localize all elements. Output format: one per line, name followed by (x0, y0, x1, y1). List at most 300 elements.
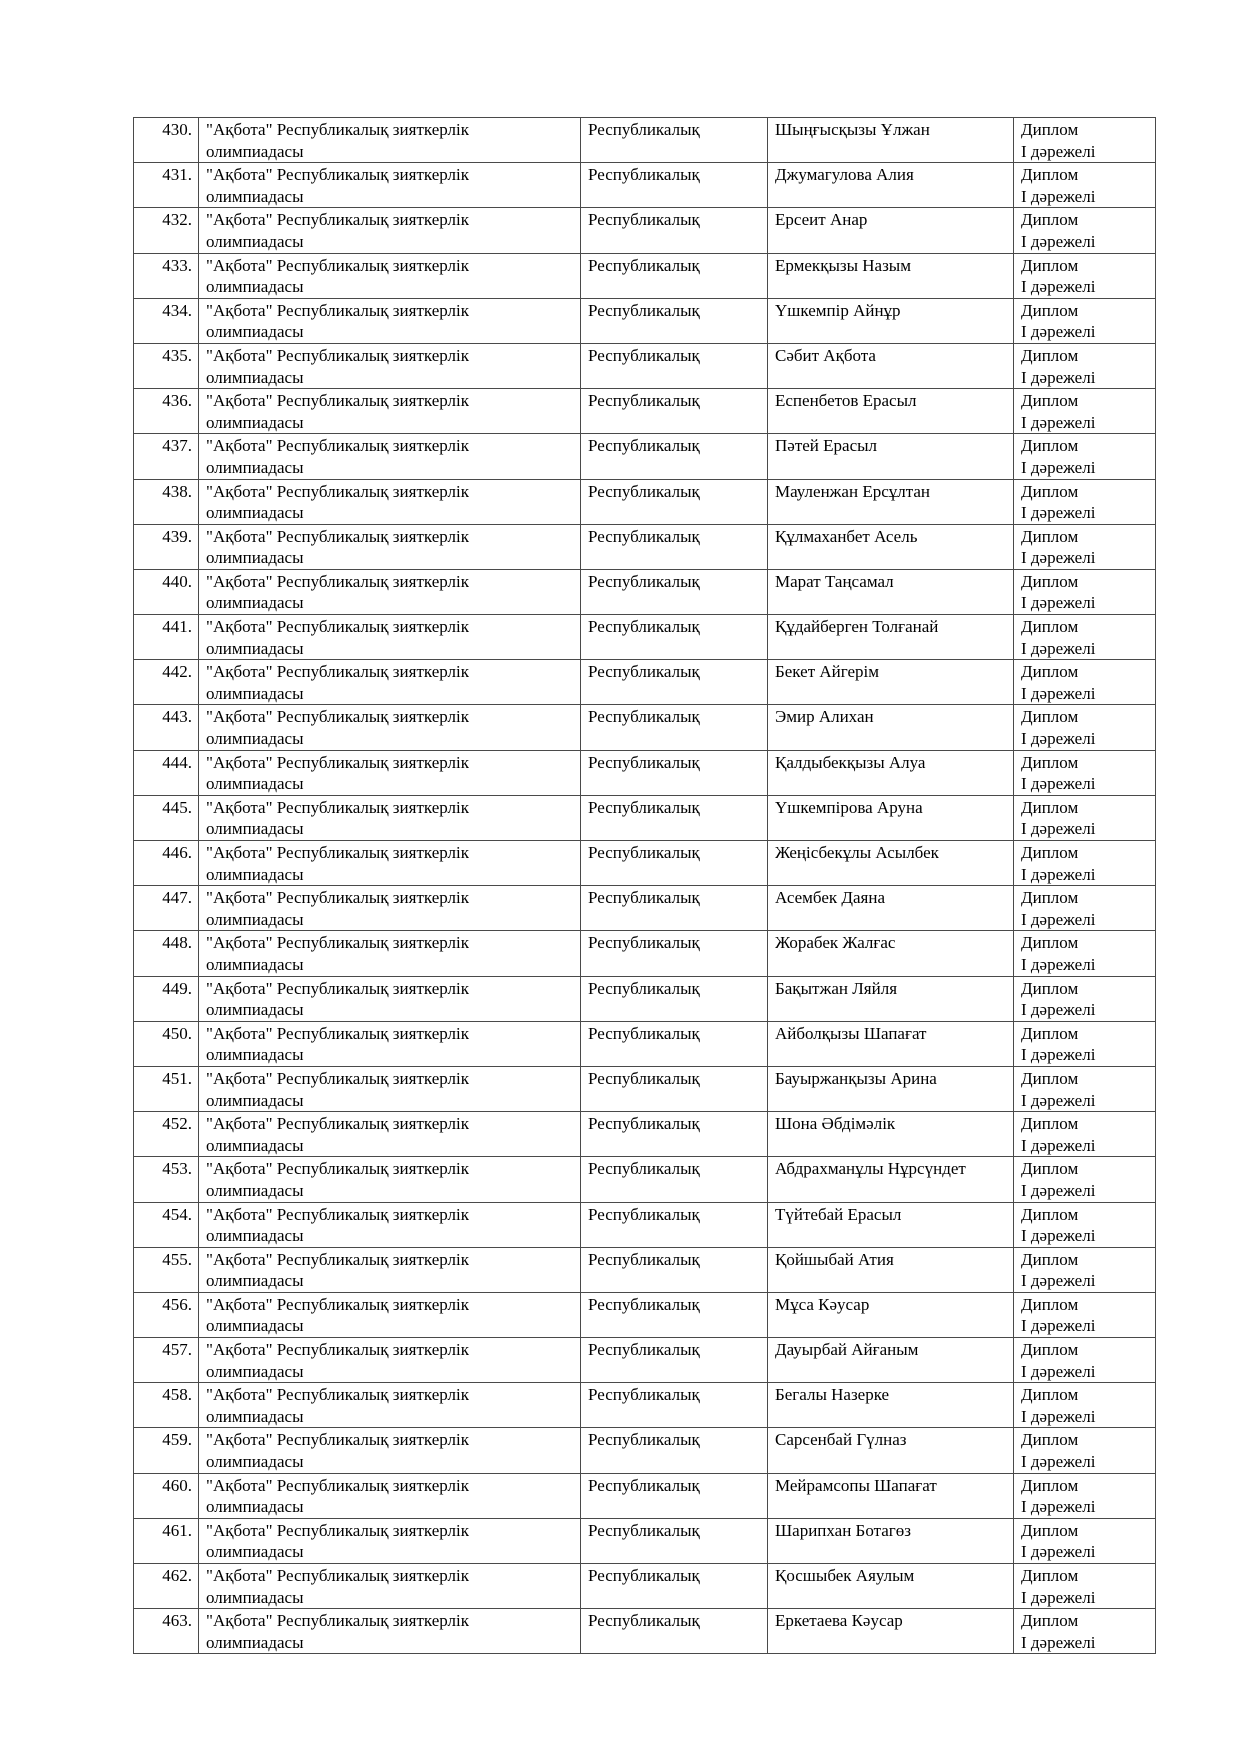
olympiad-name-line1: "Ақбота" Республикалық зияткерлік (206, 1566, 469, 1585)
award-cell (1014, 976, 1156, 1021)
level-cell (581, 1564, 768, 1609)
table-row (134, 298, 1156, 343)
row-number-cell (134, 298, 199, 343)
olympiad-name-cell (199, 886, 581, 931)
level-text: Республикалық (588, 933, 700, 953)
row-number-cell (134, 1157, 199, 1202)
row-number-cell (134, 118, 199, 163)
olympiad-name-line2: олимпиадасы (206, 231, 304, 251)
olympiad-name-cell (199, 750, 581, 795)
row-number: 448. (162, 933, 192, 953)
row-number: 458. (162, 1385, 192, 1405)
table-row (134, 389, 1156, 434)
participant-name-cell (768, 1066, 1014, 1111)
olympiad-name-line1: "Ақбота" Республикалық зияткерлік (206, 662, 469, 682)
row-number-cell (134, 1021, 199, 1066)
level-text: Республикалық (588, 978, 700, 998)
award-cell (1014, 1338, 1156, 1383)
award-line1: Диплом (1021, 255, 1079, 275)
olympiad-name-cell (199, 841, 581, 886)
row-number: 443. (162, 707, 192, 727)
row-number: 453. (162, 1159, 192, 1179)
award-line2: І дәрежелі (1021, 1271, 1096, 1291)
level-text: Республикалық (588, 888, 700, 908)
level-cell (581, 976, 768, 1021)
participant-name-cell (768, 976, 1014, 1021)
participant-name-cell (768, 1292, 1014, 1337)
award-line1: Диплом (1021, 797, 1079, 817)
olympiad-name-line1: "Ақбота" Республикалық зияткерлік (206, 255, 469, 275)
olympiad-name-line2: олимпиадасы (206, 774, 304, 794)
award-line2: І дәрежелі (1021, 1542, 1096, 1562)
olympiad-name-cell (199, 253, 581, 298)
olympiad-name-line2: олимпиадасы (206, 1090, 304, 1110)
table-row (134, 1157, 1156, 1202)
olympiad-name-cell (199, 795, 581, 840)
olympiad-name-cell (199, 1338, 581, 1383)
award-line1: Диплом (1021, 707, 1079, 727)
participant-name: Дауырбай Айғаным (775, 1340, 919, 1360)
level-cell (581, 1428, 768, 1473)
row-number-cell (134, 795, 199, 840)
level-text: Республикалық (588, 391, 700, 411)
participant-name: Құдайберген Толғанай (775, 617, 939, 637)
table-row (134, 524, 1156, 569)
olympiad-name-line1: "Ақбота" Республикалық зияткерлік (206, 1023, 469, 1043)
participant-name: Қосшыбек Аяулым (775, 1566, 915, 1585)
participant-name-cell (768, 524, 1014, 569)
participant-name: Бауыржанқызы Арина (775, 1068, 937, 1088)
row-number: 435. (162, 345, 192, 365)
level-text: Республикалық (588, 1204, 700, 1224)
row-number: 431. (162, 165, 192, 185)
award-cell (1014, 705, 1156, 750)
participant-name-cell (768, 298, 1014, 343)
participant-name-cell (768, 615, 1014, 660)
award-line2: І дәрежелі (1021, 1000, 1096, 1020)
participant-name: Бекет Айгерім (775, 662, 880, 682)
row-number-cell (134, 163, 199, 208)
participant-name: Асембек Даяна (775, 888, 885, 908)
level-text: Республикалық (588, 255, 700, 275)
row-number: 441. (162, 617, 192, 637)
olympiad-name-cell (199, 1428, 581, 1473)
level-text: Республикалық (588, 1520, 700, 1540)
olympiad-name-line1: "Ақбота" Республикалық зияткерлік (206, 120, 469, 139)
awards-table (133, 117, 1156, 1654)
award-cell (1014, 615, 1156, 660)
award-line1: Диплом (1021, 1159, 1079, 1179)
award-cell (1014, 524, 1156, 569)
olympiad-name-line1: "Ақбота" Республикалық зияткерлік (206, 210, 469, 230)
award-cell (1014, 1428, 1156, 1473)
award-line2: І дәрежелі (1021, 322, 1096, 342)
row-number-cell (134, 976, 199, 1021)
olympiad-name-line1: "Ақбота" Республикалық зияткерлік (206, 617, 469, 637)
level-cell (581, 931, 768, 976)
olympiad-name-cell (199, 479, 581, 524)
level-cell (581, 1066, 768, 1111)
olympiad-name-line1: "Ақбота" Республикалық зияткерлік (206, 1249, 469, 1269)
olympiad-name-cell (199, 434, 581, 479)
level-text: Республикалық (588, 1475, 700, 1495)
row-number-cell (134, 1292, 199, 1337)
level-text: Республикалық (588, 436, 700, 456)
participant-name: Пәтей Ерасыл (775, 436, 878, 456)
participant-name: Мұса Кәусар (775, 1294, 870, 1314)
participant-name: Қалдыбекқызы Алуа (775, 752, 926, 772)
row-number: 454. (162, 1204, 192, 1224)
row-number-cell (134, 569, 199, 614)
award-line2: І дәрежелі (1021, 457, 1096, 477)
table-row (134, 1338, 1156, 1383)
award-line1: Диплом (1021, 120, 1079, 139)
participant-name: Ерсеит Анар (775, 210, 868, 230)
award-cell (1014, 479, 1156, 524)
olympiad-name-line2: олимпиадасы (206, 186, 304, 206)
award-line2: І дәрежелі (1021, 954, 1096, 974)
row-number-cell (134, 1428, 199, 1473)
row-number-cell (134, 253, 199, 298)
participant-name: Құлмаханбет Асель (775, 526, 918, 546)
level-cell (581, 389, 768, 434)
awards-table-body (134, 118, 1156, 1654)
olympiad-name-line1: "Ақбота" Республикалық зияткерлік (206, 1068, 469, 1088)
level-cell (581, 208, 768, 253)
level-cell (581, 118, 768, 163)
olympiad-name-line1: "Ақбота" Республикалық зияткерлік (206, 843, 469, 862)
award-cell (1014, 253, 1156, 298)
level-text: Республикалық (588, 617, 700, 637)
level-text: Республикалық (588, 526, 700, 546)
participant-name: Жеңісбекұлы Асылбек (775, 843, 939, 862)
award-cell (1014, 208, 1156, 253)
award-line2: І дәрежелі (1021, 1452, 1096, 1472)
table-row (134, 841, 1156, 886)
table-row (134, 163, 1156, 208)
olympiad-name-line2: олимпиадасы (206, 864, 304, 884)
award-line1: Диплом (1021, 345, 1079, 365)
olympiad-name-cell (199, 118, 581, 163)
participant-name-cell (768, 931, 1014, 976)
olympiad-name-line2: олимпиадасы (206, 322, 304, 342)
row-number-cell (134, 1338, 199, 1383)
level-cell (581, 1383, 768, 1428)
participant-name: Айболқызы Шапағат (775, 1023, 927, 1043)
row-number-cell (134, 705, 199, 750)
award-line2: І дәрежелі (1021, 1135, 1096, 1155)
level-cell (581, 1609, 768, 1654)
olympiad-name-line1: "Ақбота" Республикалық зияткерлік (206, 391, 469, 411)
award-cell (1014, 389, 1156, 434)
row-number-cell (134, 1202, 199, 1247)
olympiad-name-cell (199, 1247, 581, 1292)
olympiad-name-line2: олимпиадасы (206, 548, 304, 568)
olympiad-name-cell (199, 163, 581, 208)
olympiad-name-line1: "Ақбота" Республикалық зияткерлік (206, 978, 469, 998)
olympiad-name-line1: "Ақбота" Республикалық зияткерлік (206, 752, 469, 772)
participant-name-cell (768, 660, 1014, 705)
olympiad-name-cell (199, 1564, 581, 1609)
level-cell (581, 1247, 768, 1292)
participant-name: Еркетаева Кәусар (775, 1611, 903, 1631)
olympiad-name-line1: "Ақбота" Республикалық зияткерлік (206, 1114, 469, 1134)
olympiad-name-line2: олимпиадасы (206, 1316, 304, 1336)
row-number: 445. (162, 797, 192, 817)
table-row (134, 434, 1156, 479)
olympiad-name-line1: "Ақбота" Республикалық зияткерлік (206, 797, 469, 817)
olympiad-name-cell (199, 1473, 581, 1518)
olympiad-name-cell (199, 1157, 581, 1202)
participant-name-cell (768, 1383, 1014, 1428)
award-line1: Диплом (1021, 1385, 1079, 1405)
award-line2: І дәрежелі (1021, 1180, 1096, 1200)
level-text: Республикалық (588, 662, 700, 682)
level-text: Республикалық (588, 1340, 700, 1360)
olympiad-name-cell (199, 1066, 581, 1111)
olympiad-name-line2: олимпиадасы (206, 503, 304, 523)
olympiad-name-line1: "Ақбота" Республикалық зияткерлік (206, 1520, 469, 1540)
participant-name-cell (768, 1564, 1014, 1609)
table-row (134, 750, 1156, 795)
award-line1: Диплом (1021, 300, 1079, 320)
award-line1: Диплом (1021, 1520, 1079, 1540)
award-line2: І дәрежелі (1021, 729, 1096, 749)
olympiad-name-line2: олимпиадасы (206, 141, 304, 161)
level-text: Республикалық (588, 1566, 700, 1585)
participant-name-cell (768, 389, 1014, 434)
olympiad-name-cell (199, 1609, 581, 1654)
table-row (134, 1247, 1156, 1292)
level-text: Республикалық (588, 707, 700, 727)
olympiad-name-line2: олимпиадасы (206, 1497, 304, 1517)
participant-name: Мейрамсопы Шапағат (775, 1475, 937, 1495)
row-number: 437. (162, 436, 192, 456)
level-cell (581, 163, 768, 208)
table-row (134, 1564, 1156, 1609)
award-line2: І дәрежелі (1021, 1226, 1096, 1246)
row-number: 463. (162, 1611, 192, 1631)
olympiad-name-line1: "Ақбота" Республикалық зияткерлік (206, 1294, 469, 1314)
award-line1: Диплом (1021, 210, 1079, 230)
award-line1: Диплом (1021, 1475, 1079, 1495)
olympiad-name-line2: олимпиадасы (206, 367, 304, 387)
olympiad-name-line2: олимпиадасы (206, 1406, 304, 1426)
participant-name: Түйтебай Ерасыл (775, 1204, 902, 1224)
level-cell (581, 1157, 768, 1202)
award-line1: Диплом (1021, 1204, 1079, 1224)
olympiad-name-cell (199, 615, 581, 660)
olympiad-name-line2: олимпиадасы (206, 819, 304, 839)
participant-name-cell (768, 1609, 1014, 1654)
award-cell (1014, 343, 1156, 388)
row-number: 459. (162, 1430, 192, 1450)
award-line2: І дәрежелі (1021, 141, 1096, 161)
olympiad-name-cell (199, 660, 581, 705)
award-line2: І дәрежелі (1021, 277, 1096, 297)
award-cell (1014, 1021, 1156, 1066)
level-cell (581, 298, 768, 343)
award-cell (1014, 298, 1156, 343)
award-line2: І дәрежелі (1021, 593, 1096, 613)
level-text: Республикалық (588, 300, 700, 320)
olympiad-name-line1: "Ақбота" Республикалық зияткерлік (206, 1159, 469, 1179)
row-number-cell (134, 1066, 199, 1111)
row-number-cell (134, 750, 199, 795)
table-row (134, 1518, 1156, 1563)
level-cell (581, 795, 768, 840)
olympiad-name-line1: "Ақбота" Республикалық зияткерлік (206, 436, 469, 456)
olympiad-name-line2: олимпиадасы (206, 457, 304, 477)
award-cell (1014, 886, 1156, 931)
table-row (134, 343, 1156, 388)
table-row (134, 1066, 1156, 1111)
olympiad-name-line1: "Ақбота" Республикалық зияткерлік (206, 345, 469, 365)
award-line2: І дәрежелі (1021, 1045, 1096, 1065)
level-cell (581, 1338, 768, 1383)
award-line2: І дәрежелі (1021, 1406, 1096, 1426)
award-cell (1014, 795, 1156, 840)
level-text: Республикалық (588, 120, 700, 139)
award-line1: Диплом (1021, 1611, 1079, 1631)
participant-name: Жорабек Жалғас (775, 933, 896, 953)
award-cell (1014, 1609, 1156, 1654)
table-row (134, 705, 1156, 750)
level-cell (581, 615, 768, 660)
level-text: Республикалық (588, 1249, 700, 1269)
level-text: Республикалық (588, 1430, 700, 1450)
row-number-cell (134, 524, 199, 569)
participant-name: Бегалы Назерке (775, 1385, 890, 1405)
award-cell (1014, 1292, 1156, 1337)
award-line2: І дәрежелі (1021, 1090, 1096, 1110)
level-text: Республикалық (588, 1294, 700, 1314)
level-cell (581, 1202, 768, 1247)
table-row (134, 1383, 1156, 1428)
participant-name-cell (768, 1473, 1014, 1518)
participant-name-cell (768, 1338, 1014, 1383)
olympiad-name-line2: олимпиадасы (206, 1000, 304, 1020)
row-number: 446. (162, 843, 192, 862)
table-row (134, 886, 1156, 931)
participant-name-cell (768, 434, 1014, 479)
level-cell (581, 253, 768, 298)
row-number: 433. (162, 255, 192, 275)
table-row (134, 660, 1156, 705)
level-text: Республикалық (588, 345, 700, 365)
level-cell (581, 1112, 768, 1157)
row-number-cell (134, 343, 199, 388)
award-line1: Диплом (1021, 1566, 1079, 1585)
award-cell (1014, 1202, 1156, 1247)
olympiad-name-cell (199, 343, 581, 388)
award-line1: Диплом (1021, 436, 1079, 456)
row-number: 432. (162, 210, 192, 230)
participant-name-cell (768, 479, 1014, 524)
level-text: Республикалық (588, 1068, 700, 1088)
award-line1: Диплом (1021, 571, 1079, 591)
olympiad-name-line2: олимпиадасы (206, 1542, 304, 1562)
row-number: 456. (162, 1294, 192, 1314)
row-number: 449. (162, 978, 192, 998)
participant-name-cell (768, 795, 1014, 840)
award-line1: Диплом (1021, 1023, 1079, 1043)
row-number-cell (134, 1564, 199, 1609)
participant-name-cell (768, 1021, 1014, 1066)
participant-name: Шарипхан Ботагөз (775, 1520, 911, 1540)
participant-name: Қойшыбай Атия (775, 1249, 894, 1269)
level-cell (581, 1518, 768, 1563)
row-number-cell (134, 1383, 199, 1428)
level-text: Республикалық (588, 1385, 700, 1405)
award-line1: Диплом (1021, 888, 1079, 908)
row-number-cell (134, 1518, 199, 1563)
award-line2: І дәрежелі (1021, 186, 1096, 206)
award-line2: І дәрежелі (1021, 819, 1096, 839)
olympiad-name-line1: "Ақбота" Республикалық зияткерлік (206, 526, 469, 546)
row-number-cell (134, 389, 199, 434)
award-line1: Диплом (1021, 1114, 1079, 1134)
olympiad-name-line1: "Ақбота" Республикалық зияткерлік (206, 165, 469, 185)
award-line2: І дәрежелі (1021, 1361, 1096, 1381)
table-row (134, 976, 1156, 1021)
table-row (134, 118, 1156, 163)
olympiad-name-line2: олимпиадасы (206, 412, 304, 432)
olympiad-name-cell (199, 1383, 581, 1428)
row-number-cell (134, 615, 199, 660)
participant-name-cell (768, 253, 1014, 298)
participant-name-cell (768, 841, 1014, 886)
award-line2: І дәрежелі (1021, 503, 1096, 523)
table-row (134, 208, 1156, 253)
olympiad-name-line2: олимпиадасы (206, 729, 304, 749)
row-number: 434. (162, 300, 192, 320)
olympiad-name-line1: "Ақбота" Республикалық зияткерлік (206, 300, 469, 320)
olympiad-name-cell (199, 705, 581, 750)
participant-name-cell (768, 750, 1014, 795)
award-cell (1014, 1247, 1156, 1292)
participant-name: Мауленжан Ерсұлтан (775, 481, 931, 501)
award-line1: Диплом (1021, 752, 1079, 772)
participant-name-cell (768, 1112, 1014, 1157)
participant-name: Үшкемпір Айнұр (775, 300, 901, 320)
olympiad-name-cell (199, 298, 581, 343)
award-cell (1014, 1066, 1156, 1111)
row-number-cell (134, 841, 199, 886)
row-number: 455. (162, 1249, 192, 1269)
award-cell (1014, 931, 1156, 976)
olympiad-name-line2: олимпиадасы (206, 1632, 304, 1652)
award-line2: І дәрежелі (1021, 683, 1096, 703)
olympiad-name-line2: олимпиадасы (206, 954, 304, 974)
olympiad-name-line2: олимпиадасы (206, 1587, 304, 1607)
olympiad-name-line2: олимпиадасы (206, 593, 304, 613)
participant-name: Джумагулова Алия (775, 165, 914, 185)
level-cell (581, 524, 768, 569)
participant-name: Абдрахманұлы Нұрсүндет (775, 1159, 966, 1179)
participant-name: Сәбит Ақбота (775, 345, 876, 365)
row-number-cell (134, 434, 199, 479)
table-row (134, 1292, 1156, 1337)
olympiad-name-cell (199, 524, 581, 569)
award-cell (1014, 1473, 1156, 1518)
table-row (134, 1202, 1156, 1247)
award-line2: І дәрежелі (1021, 1316, 1096, 1336)
award-line1: Диплом (1021, 481, 1079, 501)
award-line1: Диплом (1021, 526, 1079, 546)
row-number: 444. (162, 752, 192, 772)
award-line1: Диплом (1021, 662, 1079, 682)
